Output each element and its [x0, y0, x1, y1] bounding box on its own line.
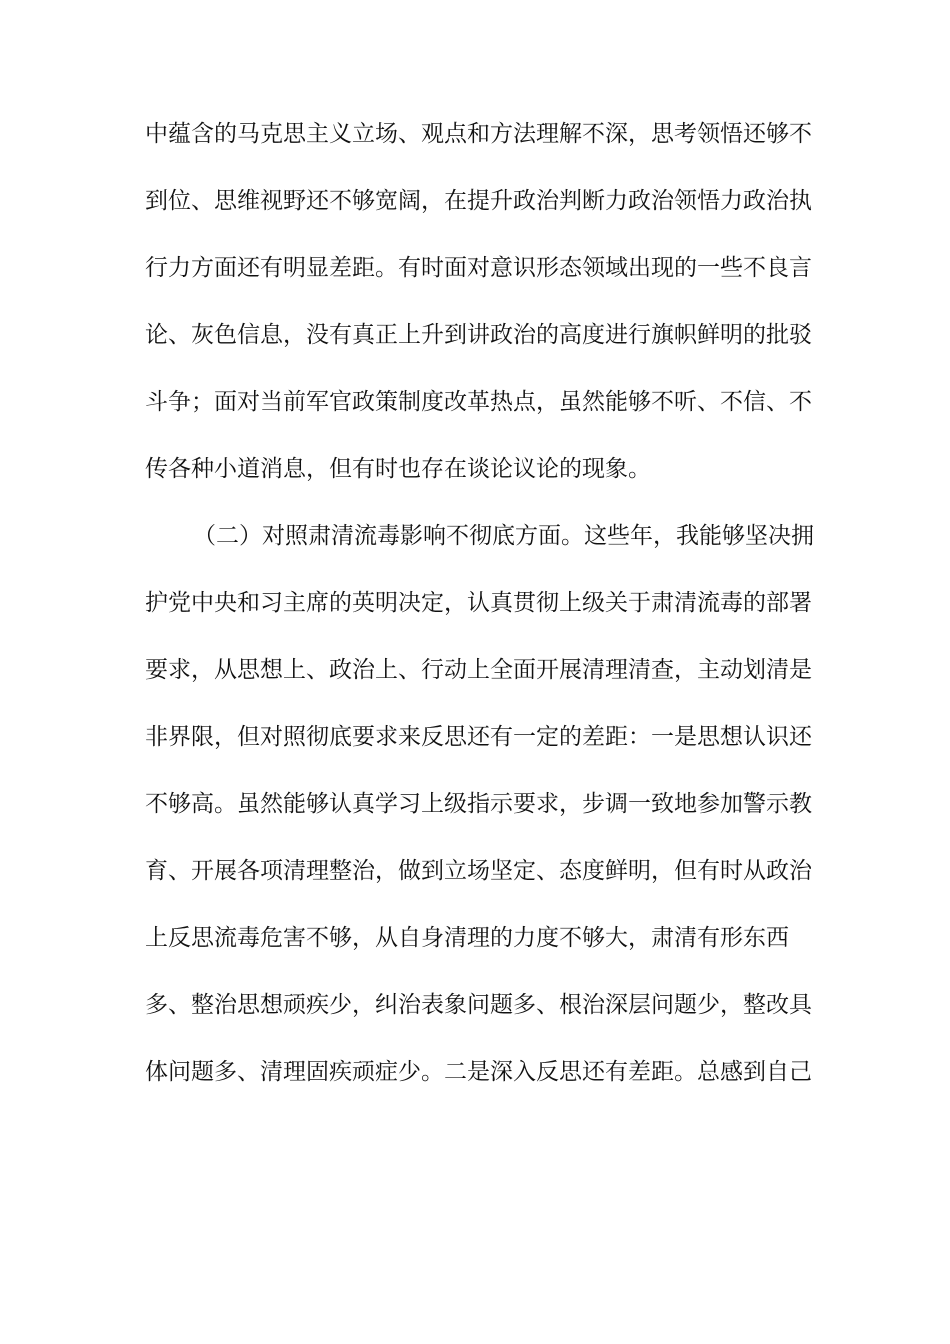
text-line-1: 中蕴含的马克思主义立场、观点和方法理解不深，思考领悟还够不	[145, 121, 812, 147]
text-line-9: 要求，从思想上、政治上、行动上全面开展清理清查，主动划清是	[145, 657, 812, 683]
text-line-12: 育、开展各项清理整治，做到立场坚定、态度鲜明，但有时从政治	[145, 858, 812, 884]
text-line-15: 体问题多、清理固疾顽症少。二是深入反思还有差距。总感到自己	[145, 1059, 812, 1085]
text-line-2: 到位、思维视野还不够宽阔，在提升政治判断力政治领悟力政治执	[145, 188, 812, 214]
text-line-14: 多、整治思想顽疾少，纠治表象问题多、根治深层问题少，整改具	[145, 992, 812, 1018]
text-line-11: 不够高。虽然能够认真学习上级指示要求，步调一致地参加警示教	[145, 791, 812, 817]
text-line-7-section-heading: （二）对照肃清流毒影响不彻底方面。这些年，我能够坚决拥	[193, 523, 814, 549]
text-line-5: 斗争；面对当前军官政策制度改革热点，虽然能够不听、不信、不	[145, 389, 812, 415]
text-line-13: 上反思流毒危害不够，从自身清理的力度不够大，肃清有形东西	[145, 925, 789, 951]
body-text	[145, 104, 814, 1109]
text-line-4: 论、灰色信息，没有真正上升到讲政治的高度进行旗帜鲜明的批驳	[145, 322, 812, 348]
text-line-6: 传各种小道消息，但有时也存在谈论议论的现象。	[145, 456, 651, 482]
text-line-8: 护党中央和习主席的英明决定，认真贯彻上级关于肃清流毒的部署	[145, 590, 812, 616]
text-line-10: 非界限，但对照彻底要求来反思还有一定的差距：一是思想认识还	[145, 724, 812, 750]
text-line-3: 行力方面还有明显差距。有时面对意识形态领域出现的一些不良言	[145, 255, 812, 281]
